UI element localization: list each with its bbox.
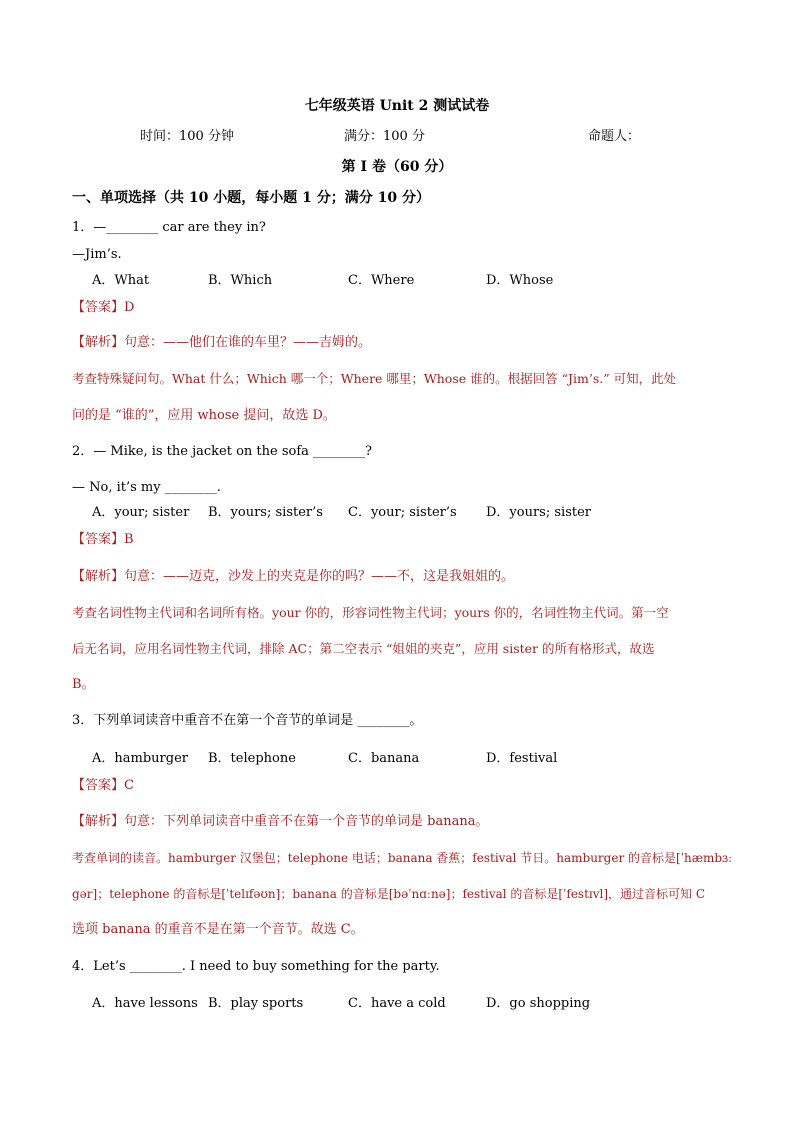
option-c: C．your; sister’s — [348, 505, 457, 520]
analysis-line: 考查单词的读音。hamburger 汉堡包；telephone 电话；banana 香蕉；festival 节日。hamburger 的音标是[ˈhæmbɜː — [72, 851, 733, 865]
analysis-line: 问的是 “谁的”，应用 whose 提问，故选 D。 — [72, 408, 336, 423]
option-d: D．Whose — [486, 273, 554, 288]
option-b: B．Which — [208, 273, 273, 288]
exam-score: 满分：100 分 — [344, 129, 425, 144]
option-a: A．hamburger — [92, 751, 188, 766]
exam-time: 时间：100 分钟 — [140, 129, 234, 144]
answer-label: 【答案】B — [72, 532, 134, 547]
option-d: D．go shopping — [486, 996, 591, 1011]
question-stem-reply: —Jim’s. — [72, 247, 122, 262]
answer-label: 【答案】D — [72, 300, 135, 315]
option-d: D．festival — [486, 751, 558, 766]
option-b: B．yours; sister’s — [208, 505, 323, 520]
option-a: A．have lessons — [92, 996, 198, 1011]
question-stem: 2．— Mike, is the jacket on the sofa ________? — [72, 444, 372, 459]
analysis-line: 【解析】句意：下列单词读音中重音不在第一个音节的单词是 banana。 — [72, 814, 489, 829]
answer-label: 【答案】C — [72, 778, 134, 793]
option-c: C．have a cold — [348, 996, 446, 1011]
analysis-line: 考查名词性物主代词和名词所有格。your 你的，形容词性物主代词；yours 你的，名词性物主代词。第一空 — [72, 605, 669, 620]
question-stem: 1．—________ car are they in? — [72, 220, 266, 235]
analysis-line: B。 — [72, 677, 95, 692]
analysis-line: 【解析】句意：——迈克，沙发上的夹克是你的吗？——不，这是我姐姐的。 — [72, 569, 515, 584]
option-a: A．your; sister — [92, 505, 190, 520]
question-stem: 3．下列单词读音中重音不在第一个音节的单词是 ________。 — [72, 713, 423, 728]
page-title: 七年级英语 Unit 2 测试试卷 — [304, 98, 490, 114]
question-stem-reply: — No, it’s my ________. — [72, 480, 221, 495]
section-title: 一、单项选择（共 10 小题，每小题 1 分；满分 10 分） — [72, 190, 430, 206]
analysis-line: 考查特殊疑问句。What 什么；Which 哪一个；Where 哪里；Whose 谁的。根据回答 “Jim’s.” 可知，此处 — [72, 371, 677, 386]
part-title: 第 I 卷（60 分） — [341, 159, 453, 175]
option-c: C．Where — [348, 273, 415, 288]
question-stem: 4．Let’s ________. I need to buy something for the party. — [72, 959, 440, 974]
analysis-line: 【解析】句意：——他们在谁的车里？——吉姆的。 — [72, 335, 372, 350]
analysis-line: gər]；telephone 的音标是[ˈtelɪfəʊn]；banana 的音标是[bəˈnɑːnə]；festival 的音标是[ˈfestɪvl]，通过音标可知 C — [72, 887, 706, 901]
option-b: B．play sports — [208, 996, 304, 1011]
analysis-line: 后无名词，应用名词性物主代词，排除 AC；第二空表示 “姐姐的夹克”，应用 sister 的所有格形式，故选 — [72, 641, 655, 656]
option-a: A．What — [92, 273, 150, 288]
exam-author: 命题人： — [588, 129, 641, 144]
option-c: C．banana — [348, 751, 420, 766]
option-b: B．telephone — [208, 751, 296, 766]
option-d: D．yours; sister — [486, 505, 591, 520]
analysis-line: 选项 banana 的重音不是在第一个音节。故选 C。 — [72, 922, 364, 937]
